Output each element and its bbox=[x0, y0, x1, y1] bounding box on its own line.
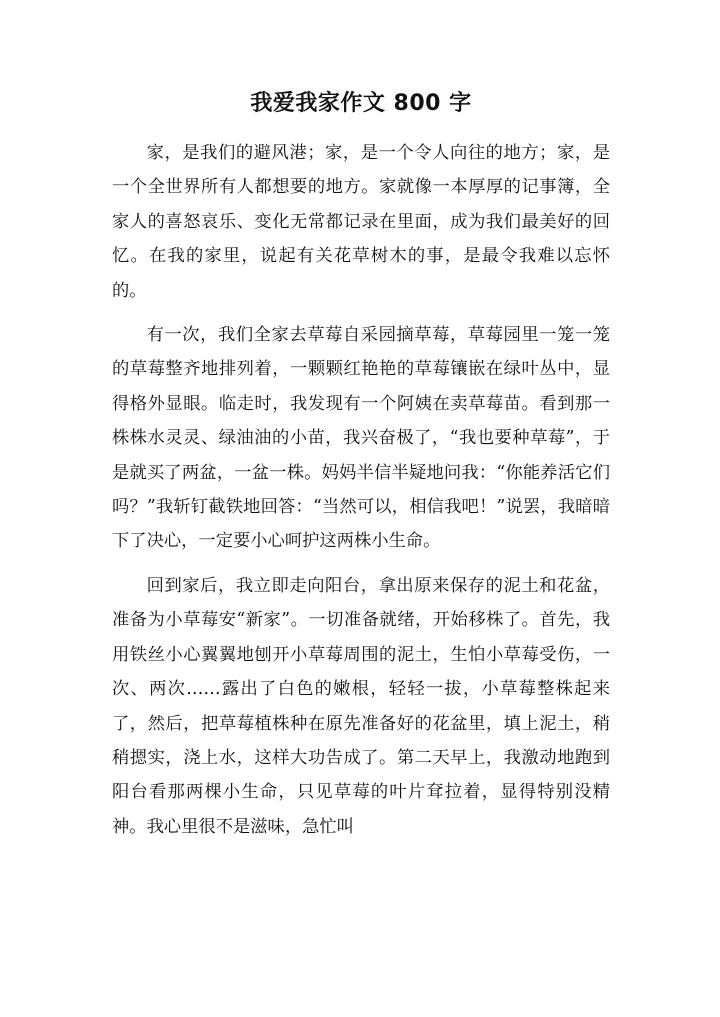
paragraph-3: 回到家后，我立即走向阳台，拿出原来保存的泥土和花盆，准备为小草莓安“新家”。一切准备就绪，开始移株了。首先，我用铁丝小心翼翼地刨开小草莓周围的泥土，生怕小草莓受伤，一次、两次……露出了白色的嫩根，轻轻一拔，小草莓整株起来了，然后，把草莓植株种在原先准备好的花盆里，填上泥土，稍稍摁实，浇上水，这样大功告成了。第二天早上，我激动地跑到阳台看那两棵小生命，只见草莓的叶片耷拉着，显得特别没精神。我心里很不是滋味，急忙叫 bbox=[112, 575, 610, 837]
paragraph-2: 有一次，我们全家去草莓自采园摘草莓，草莓园里一笼一笼的草莓整齐地排列着，一颗颗红艳艳的草莓镶嵌在绿叶丛中，显得格外显眼。临走时，我发现有一个阿姨在卖草莓苗。看到那一株株水灵灵、绿油油的小苗，我兴奋极了，“我也要种草莓”，于是就买了两盆，一盆一株。妈妈半信半疑地问我：“你能养活它们吗？”我斩钉截铁地回答：“当然可以，相信我吧！”说罢，我暗暗下了决心，一定要小心呵护这两株小生命。 bbox=[112, 325, 610, 552]
paragraph-1: 家，是我们的避风港；家，是一个令人向往的地方；家，是一个全世界所有人都想要的地方。家就像一本厚厚的记事簿，全家人的喜怒哀乐、变化无常都记录在里面，成为我们最美好的回忆。在我的家里，说起有关花草树木的事，是最令我难以忘怀的。 bbox=[112, 143, 610, 301]
document-title: 我爱我家作文 800 字 bbox=[250, 91, 472, 116]
document-page bbox=[112, 84, 610, 854]
